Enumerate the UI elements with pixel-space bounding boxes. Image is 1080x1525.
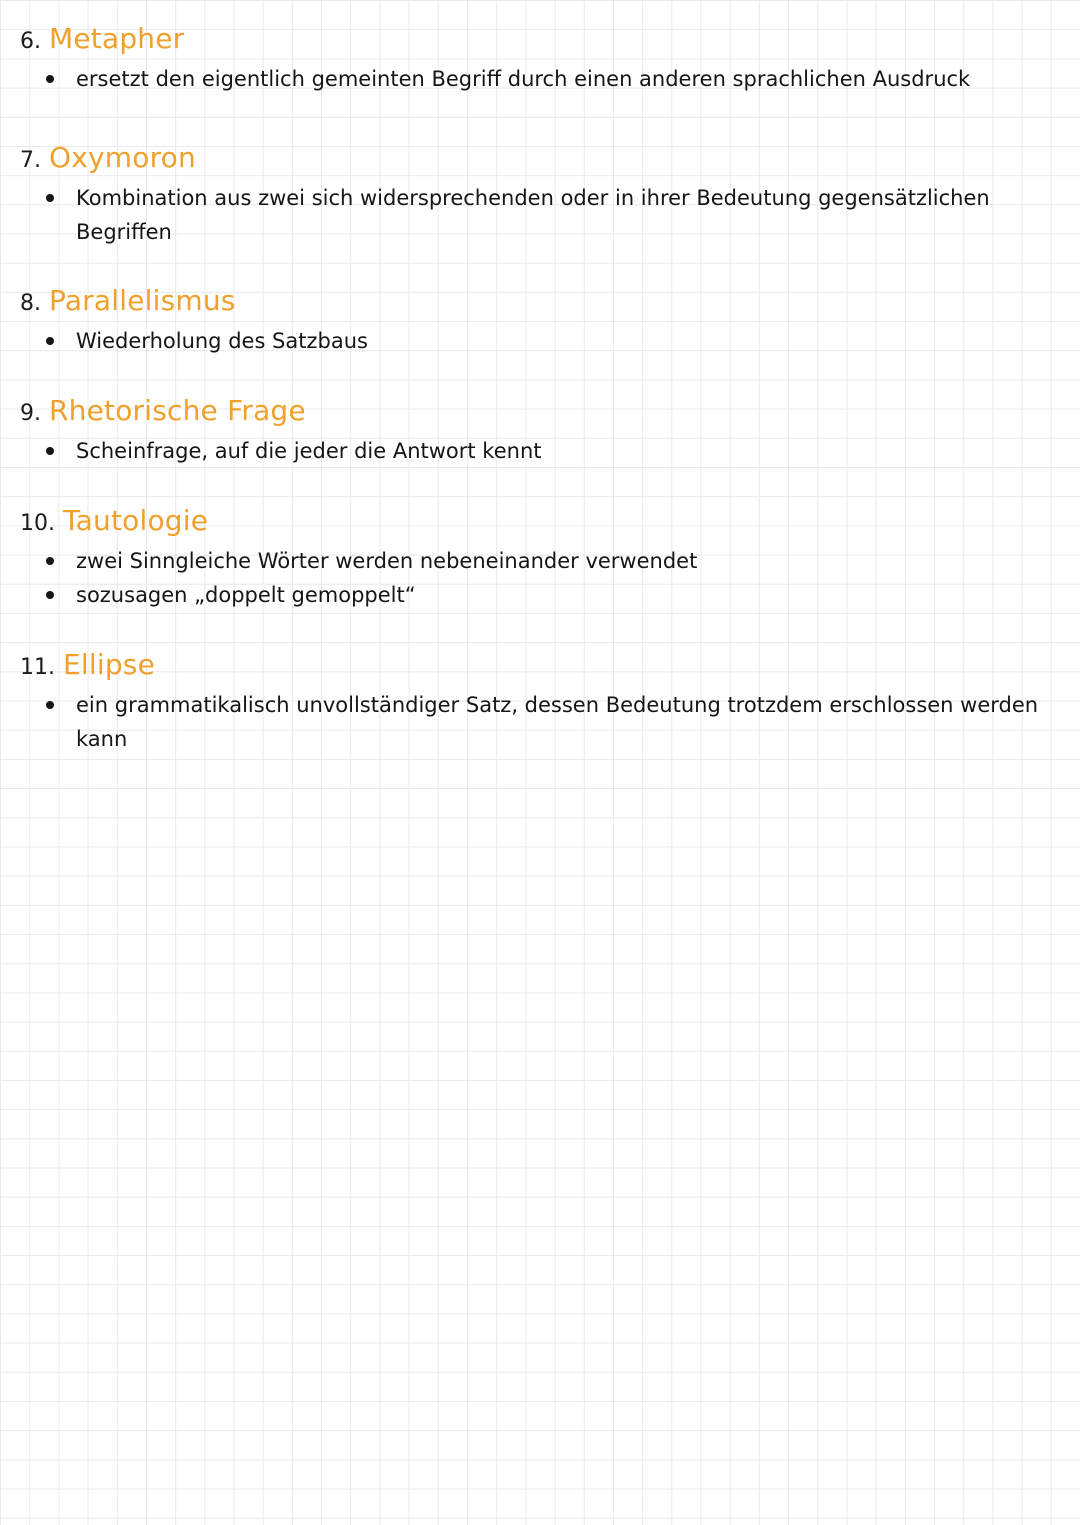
bullet-icon bbox=[46, 75, 54, 83]
bullet-list bbox=[20, 62, 1060, 96]
list-item bbox=[20, 434, 1060, 468]
list-item bbox=[20, 544, 1060, 578]
section-number: 8. bbox=[20, 291, 41, 316]
bullet-icon bbox=[46, 557, 54, 565]
section-term: Rhetorische Frage bbox=[49, 394, 306, 427]
bullet-icon bbox=[46, 591, 54, 599]
section-term: Ellipse bbox=[63, 648, 156, 681]
list-item-text: zwei Sinngleiche Wörter werden nebeneinander verwendet bbox=[76, 549, 698, 573]
list-item-text: ein grammatikalisch unvollständiger Satz, dessen Bedeutung trotzdem erschlossen werden kann bbox=[76, 693, 1039, 751]
section-heading bbox=[20, 504, 1060, 544]
section-number: 11. bbox=[20, 655, 55, 680]
bullet-icon bbox=[46, 194, 54, 202]
section-heading bbox=[20, 394, 1060, 434]
section-term: Parallelismus bbox=[49, 284, 236, 317]
section-tautologie bbox=[20, 504, 1060, 612]
list-item-text: sozusagen „doppelt gemoppelt“ bbox=[76, 583, 416, 607]
list-item bbox=[20, 578, 1060, 612]
section-heading bbox=[20, 141, 1060, 181]
section-term: Metapher bbox=[49, 22, 185, 55]
section-number: 9. bbox=[20, 401, 41, 426]
section-number: 6. bbox=[20, 29, 41, 54]
section-heading bbox=[20, 648, 1060, 688]
bullet-list bbox=[20, 434, 1060, 468]
list-item bbox=[20, 688, 1060, 756]
section-term: Oxymoron bbox=[49, 141, 196, 174]
section-heading bbox=[20, 22, 1060, 62]
section-metapher bbox=[20, 22, 1060, 96]
section-number: 10. bbox=[20, 511, 55, 536]
bullet-icon bbox=[46, 337, 54, 345]
bullet-icon bbox=[46, 701, 54, 709]
list-item-text: ersetzt den eigentlich gemeinten Begriff durch einen anderen sprachlichen Ausdruck bbox=[76, 67, 971, 91]
list-item bbox=[20, 62, 1060, 96]
bullet-icon bbox=[46, 447, 54, 455]
list-item-text: Kombination aus zwei sich widersprechenden oder in ihrer Bedeutung gegensätzlichen Begriffen bbox=[76, 186, 990, 244]
section-number: 7. bbox=[20, 148, 41, 173]
list-item-text: Scheinfrage, auf die jeder die Antwort kennt bbox=[76, 439, 542, 463]
bullet-list bbox=[20, 324, 1060, 358]
section-ellipse bbox=[20, 648, 1060, 756]
bullet-list bbox=[20, 181, 1060, 249]
section-oxymoron bbox=[20, 141, 1060, 249]
list-item bbox=[20, 324, 1060, 358]
section-parallelismus bbox=[20, 284, 1060, 358]
list-item bbox=[20, 181, 1060, 249]
bullet-list bbox=[20, 544, 1060, 612]
section-heading bbox=[20, 284, 1060, 324]
list-item-text: Wiederholung des Satzbaus bbox=[76, 329, 368, 353]
section-rhetorische-frage bbox=[20, 394, 1060, 468]
section-term: Tautologie bbox=[63, 504, 209, 537]
bullet-list bbox=[20, 688, 1060, 756]
